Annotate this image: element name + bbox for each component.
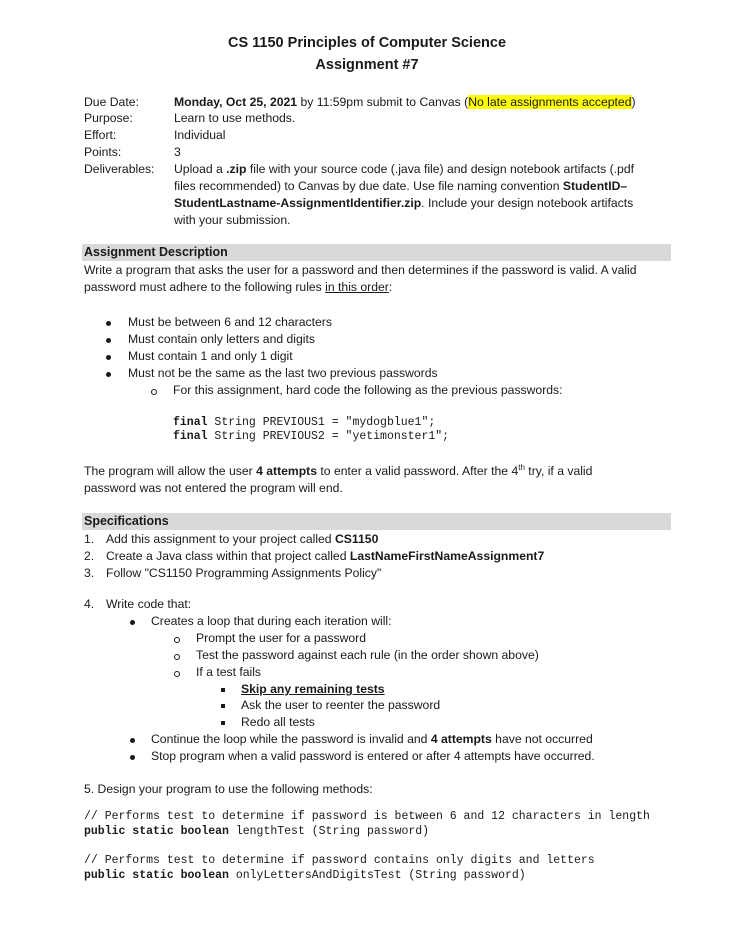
spec-text: have not occurred	[491, 732, 593, 746]
deliv-text: . Include your design notebook artifacts	[421, 196, 634, 210]
attempts-count: 4 attempts	[256, 464, 318, 478]
naming-convention: StudentID–	[562, 179, 628, 193]
bullet-icon	[106, 338, 111, 343]
method1-signature	[84, 825, 429, 838]
method2-comment: // Performs test to determine if password contains only digits and letters	[84, 854, 595, 867]
bullet-icon	[130, 755, 135, 760]
prompt-item: Prompt the user for a password	[196, 631, 367, 645]
spec-num: 1.	[84, 532, 95, 546]
reenter-item: Ask the user to reenter the password	[241, 698, 441, 712]
deliverables-line-4: with your submission.	[174, 213, 291, 227]
deliv-text: Upload a	[174, 162, 227, 176]
desc-text: password must adhere to the following rules	[84, 280, 326, 294]
circle-bullet-icon	[174, 637, 180, 643]
attempts-line-1	[84, 464, 592, 478]
spec-item-4: Write code that:	[106, 597, 192, 611]
desc-text: try, if a valid	[524, 464, 593, 478]
desc-text: The program will allow the user	[84, 464, 257, 478]
due-date: Monday, Oct 25, 2021	[174, 95, 298, 109]
description-heading-bar	[82, 244, 671, 261]
purpose-value: Learn to use methods.	[174, 111, 296, 125]
desc-text: :	[388, 280, 393, 294]
rule-item: Must be between 6 and 12 characters	[128, 315, 332, 329]
code-keyword: public static boolean	[84, 825, 229, 838]
effort-label: Effort:	[84, 128, 117, 142]
square-bullet-icon	[221, 721, 225, 725]
description-line-2	[84, 280, 392, 294]
circle-bullet-icon	[174, 654, 180, 660]
code-text: lengthTest (String password)	[228, 825, 430, 838]
deliverables-label: Deliverables:	[84, 162, 155, 176]
points-value: 3	[174, 145, 181, 159]
specifications-heading: Specifications	[84, 514, 169, 528]
attempts-count: 4 attempts	[430, 732, 492, 746]
circle-bullet-icon	[174, 671, 180, 677]
late-policy-highlight: No late assignments accepted	[468, 95, 632, 109]
project-name: CS1150	[334, 532, 379, 546]
method2-signature	[84, 869, 526, 882]
loop-item: Creates a loop that during each iteration will:	[151, 614, 392, 628]
code-text: onlyLettersAndDigitsTest (String password)	[228, 869, 526, 882]
naming-convention: StudentLastname-AssignmentIdentifier.zip	[174, 196, 422, 210]
superscript: th	[518, 463, 525, 472]
sub-rule-item: For this assignment, hard code the following as the previous passwords:	[173, 383, 563, 397]
test-item: Test the password against each rule (in the order shown above)	[196, 648, 539, 662]
assignment-number: Assignment #7	[315, 57, 419, 73]
deliv-text: file with your source code (.java file) and design notebook artifacts (.pdf	[246, 162, 634, 176]
points-label: Points:	[84, 145, 122, 159]
deliverables-line-1	[174, 162, 634, 176]
bullet-icon	[106, 321, 111, 326]
skip-item: Skip any remaining tests	[241, 682, 385, 696]
spec-item-2	[106, 549, 544, 563]
purpose-label: Purpose:	[84, 111, 133, 125]
spec-text: Continue the loop while the password is invalid and	[151, 732, 431, 746]
bullet-icon	[130, 738, 135, 743]
spec-text: Add this assignment to your project called	[106, 532, 335, 546]
spec-text: Create a Java class within that project called	[106, 549, 350, 563]
desc-text: to enter a valid password. After the 4	[317, 464, 519, 478]
document-title: CS 1150 Principles of Computer Science	[227, 35, 507, 51]
description-line-1: Write a program that asks the user for a password and then determines if the password is valid. A valid	[84, 263, 637, 277]
code-text: String PREVIOUS2 = "yetimonster1";	[207, 430, 450, 443]
spec-num: 2.	[84, 549, 95, 563]
attempts-line-2: password was not entered the program will end.	[84, 481, 343, 495]
code-previous1	[173, 416, 435, 429]
bullet-icon	[106, 355, 111, 360]
in-this-order: in this order	[325, 280, 389, 294]
bullet-icon	[106, 372, 111, 377]
deliv-text: files recommended) to Canvas by due date. Use file naming convention	[174, 179, 563, 193]
class-name: LastNameFirstNameAssignment7	[349, 549, 545, 563]
specifications-heading-bar	[82, 513, 671, 530]
description-heading: Assignment Description	[84, 245, 228, 259]
due-date-rest: by 11:59pm submit to Canvas (	[297, 95, 469, 109]
rule-item: Must contain only letters and digits	[128, 332, 315, 346]
deliverables-line-3	[174, 196, 633, 210]
spec-num: 4.	[84, 597, 95, 611]
rule-item: Must not be the same as the last two previous passwords	[128, 366, 438, 380]
if-fail-item: If a test fails	[196, 665, 262, 679]
stop-item: Stop program when a valid password is entered or after 4 attempts have occurred.	[151, 749, 595, 763]
method1-comment: // Performs test to determine if password is between 6 and 12 characters in length	[84, 810, 650, 823]
due-date-value	[174, 95, 636, 109]
deliverables-line-2	[174, 179, 627, 193]
code-keyword: public static boolean	[84, 869, 229, 882]
square-bullet-icon	[221, 704, 225, 708]
spec-item-1	[106, 532, 378, 546]
bullet-icon	[130, 620, 135, 625]
due-date-close: )	[631, 95, 636, 109]
rule-item: Must contain 1 and only 1 digit	[128, 349, 293, 363]
code-keyword: final	[173, 416, 208, 429]
spec-item-3: Follow "CS1150 Programming Assignments Policy"	[106, 566, 382, 580]
code-text: String PREVIOUS1 = "mydogblue1";	[207, 416, 436, 429]
due-date-label: Due Date:	[84, 95, 139, 109]
spec-item-5: 5. Design your program to use the following methods:	[84, 782, 373, 796]
spec-num: 3.	[84, 566, 95, 580]
continue-item	[151, 732, 593, 746]
code-previous2	[173, 430, 449, 443]
zip-ext: .zip	[226, 162, 247, 176]
redo-item: Redo all tests	[241, 715, 315, 729]
circle-bullet-icon	[151, 389, 157, 395]
code-keyword: final	[173, 430, 208, 443]
square-bullet-icon	[221, 688, 225, 692]
effort-value: Individual	[174, 128, 226, 142]
